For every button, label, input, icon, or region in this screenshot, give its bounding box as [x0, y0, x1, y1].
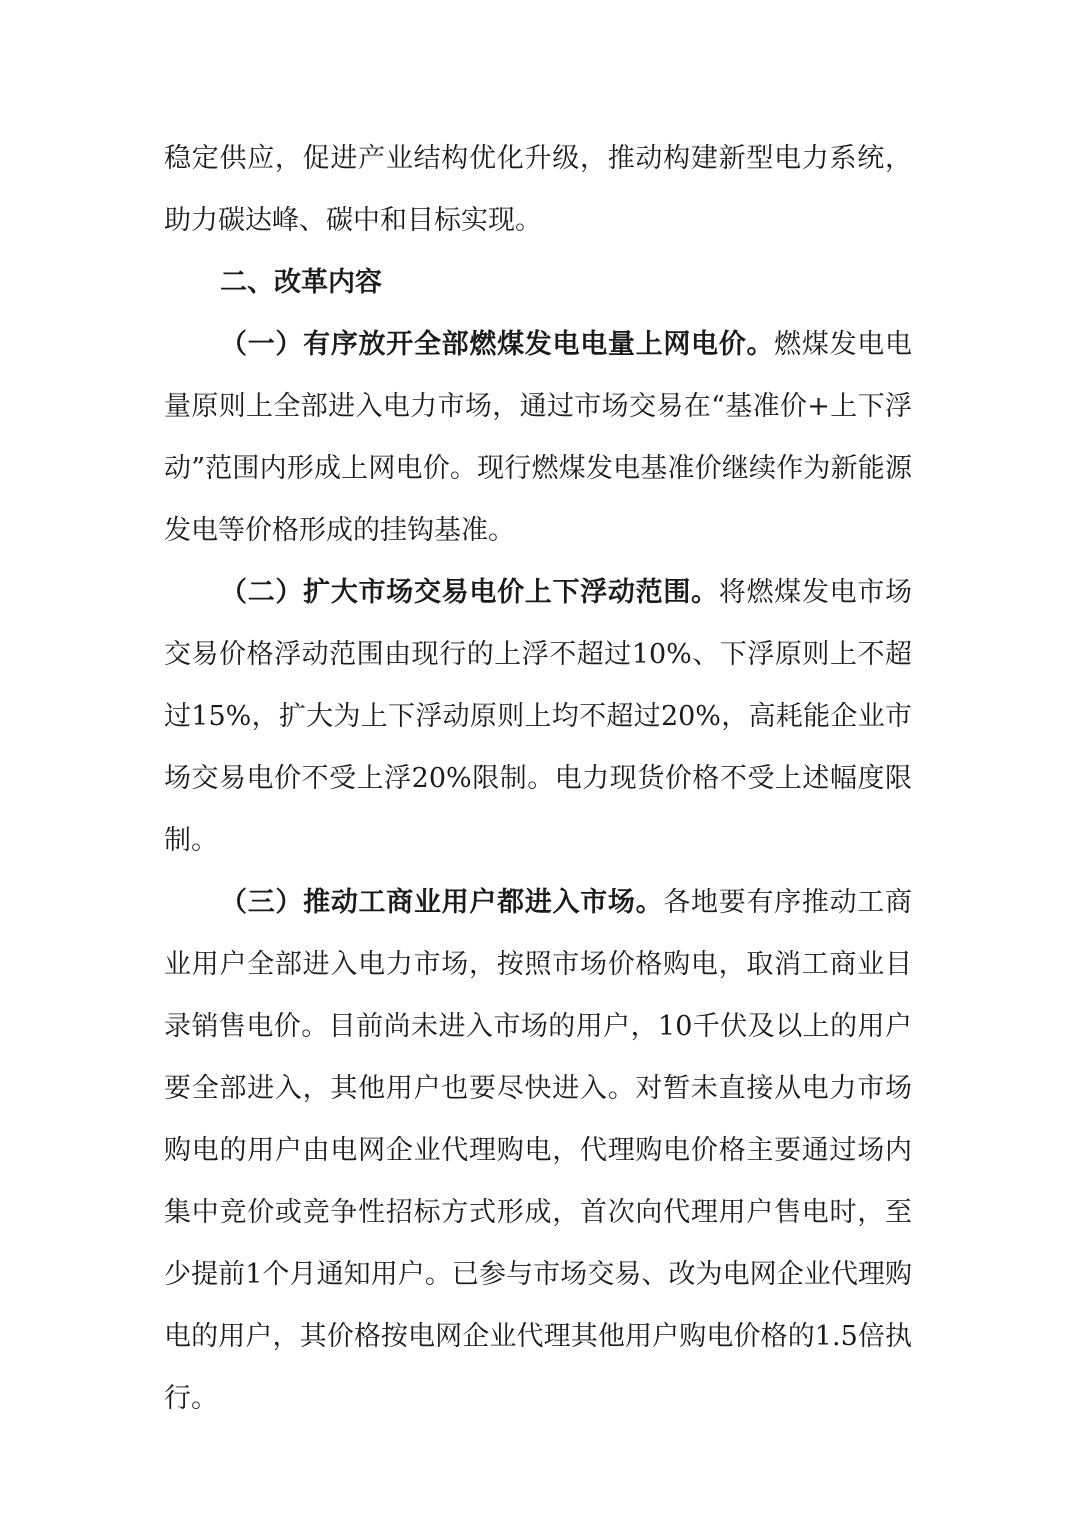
item-paragraph-1 — [164, 314, 912, 562]
continuation-paragraph: 稳定供应，促进产业结构优化升级，推动构建新型电力系统，助力碳达峰、碳中和目标实现。 — [164, 143, 912, 236]
document-body — [164, 128, 912, 1430]
section-heading: 二、改革内容 — [220, 267, 382, 298]
item-title-1: （一）有序放开全部燃煤发电电量上网电价。 — [220, 329, 775, 360]
item-title-3: （三）推动工商业用户都进入市场。 — [220, 887, 664, 918]
item-body-2: 将燃煤发电市场交易价格浮动范围由现行的上浮不超过10%、下浮原则上不超过15%，扩大为上下浮动原则上均不超过20%，高耗能企业市场交易电价不受上浮20%限制。电力现货价格不受上述幅度限制。 — [164, 577, 912, 856]
item-paragraph-2 — [164, 562, 912, 872]
item-body-1: 燃煤发电电量原则上全部进入电力市场，通过市场交易在“基准价+上下浮动”范围内形成上网电价。现行燃煤发电基准价继续作为新能源发电等价格形成的挂钩基准。 — [164, 329, 913, 546]
item-paragraph-3 — [164, 872, 912, 1430]
item-body-3: 各地要有序推动工商业用户全部进入电力市场，按照市场价格购电，取消工商业目录销售电价。目前尚未进入市场的用户，10千伏及以上的用户要全部进入，其他用户也要尽快进入。对暂未直接从电力市场购电的用户由电网企业代理购电，代理购电价格主要通过场内集中竞价或竞争性招标方式形成，首次向代理用户售电时，至少提前1个月通知用户。已参与市场交易、改为电网企业代理购电的用户，其价格按电网企业代理其他用户购电价格的1.5倍执行。 — [164, 887, 913, 1414]
item-title-2: （二）扩大市场交易电价上下浮动范围。 — [220, 577, 719, 608]
